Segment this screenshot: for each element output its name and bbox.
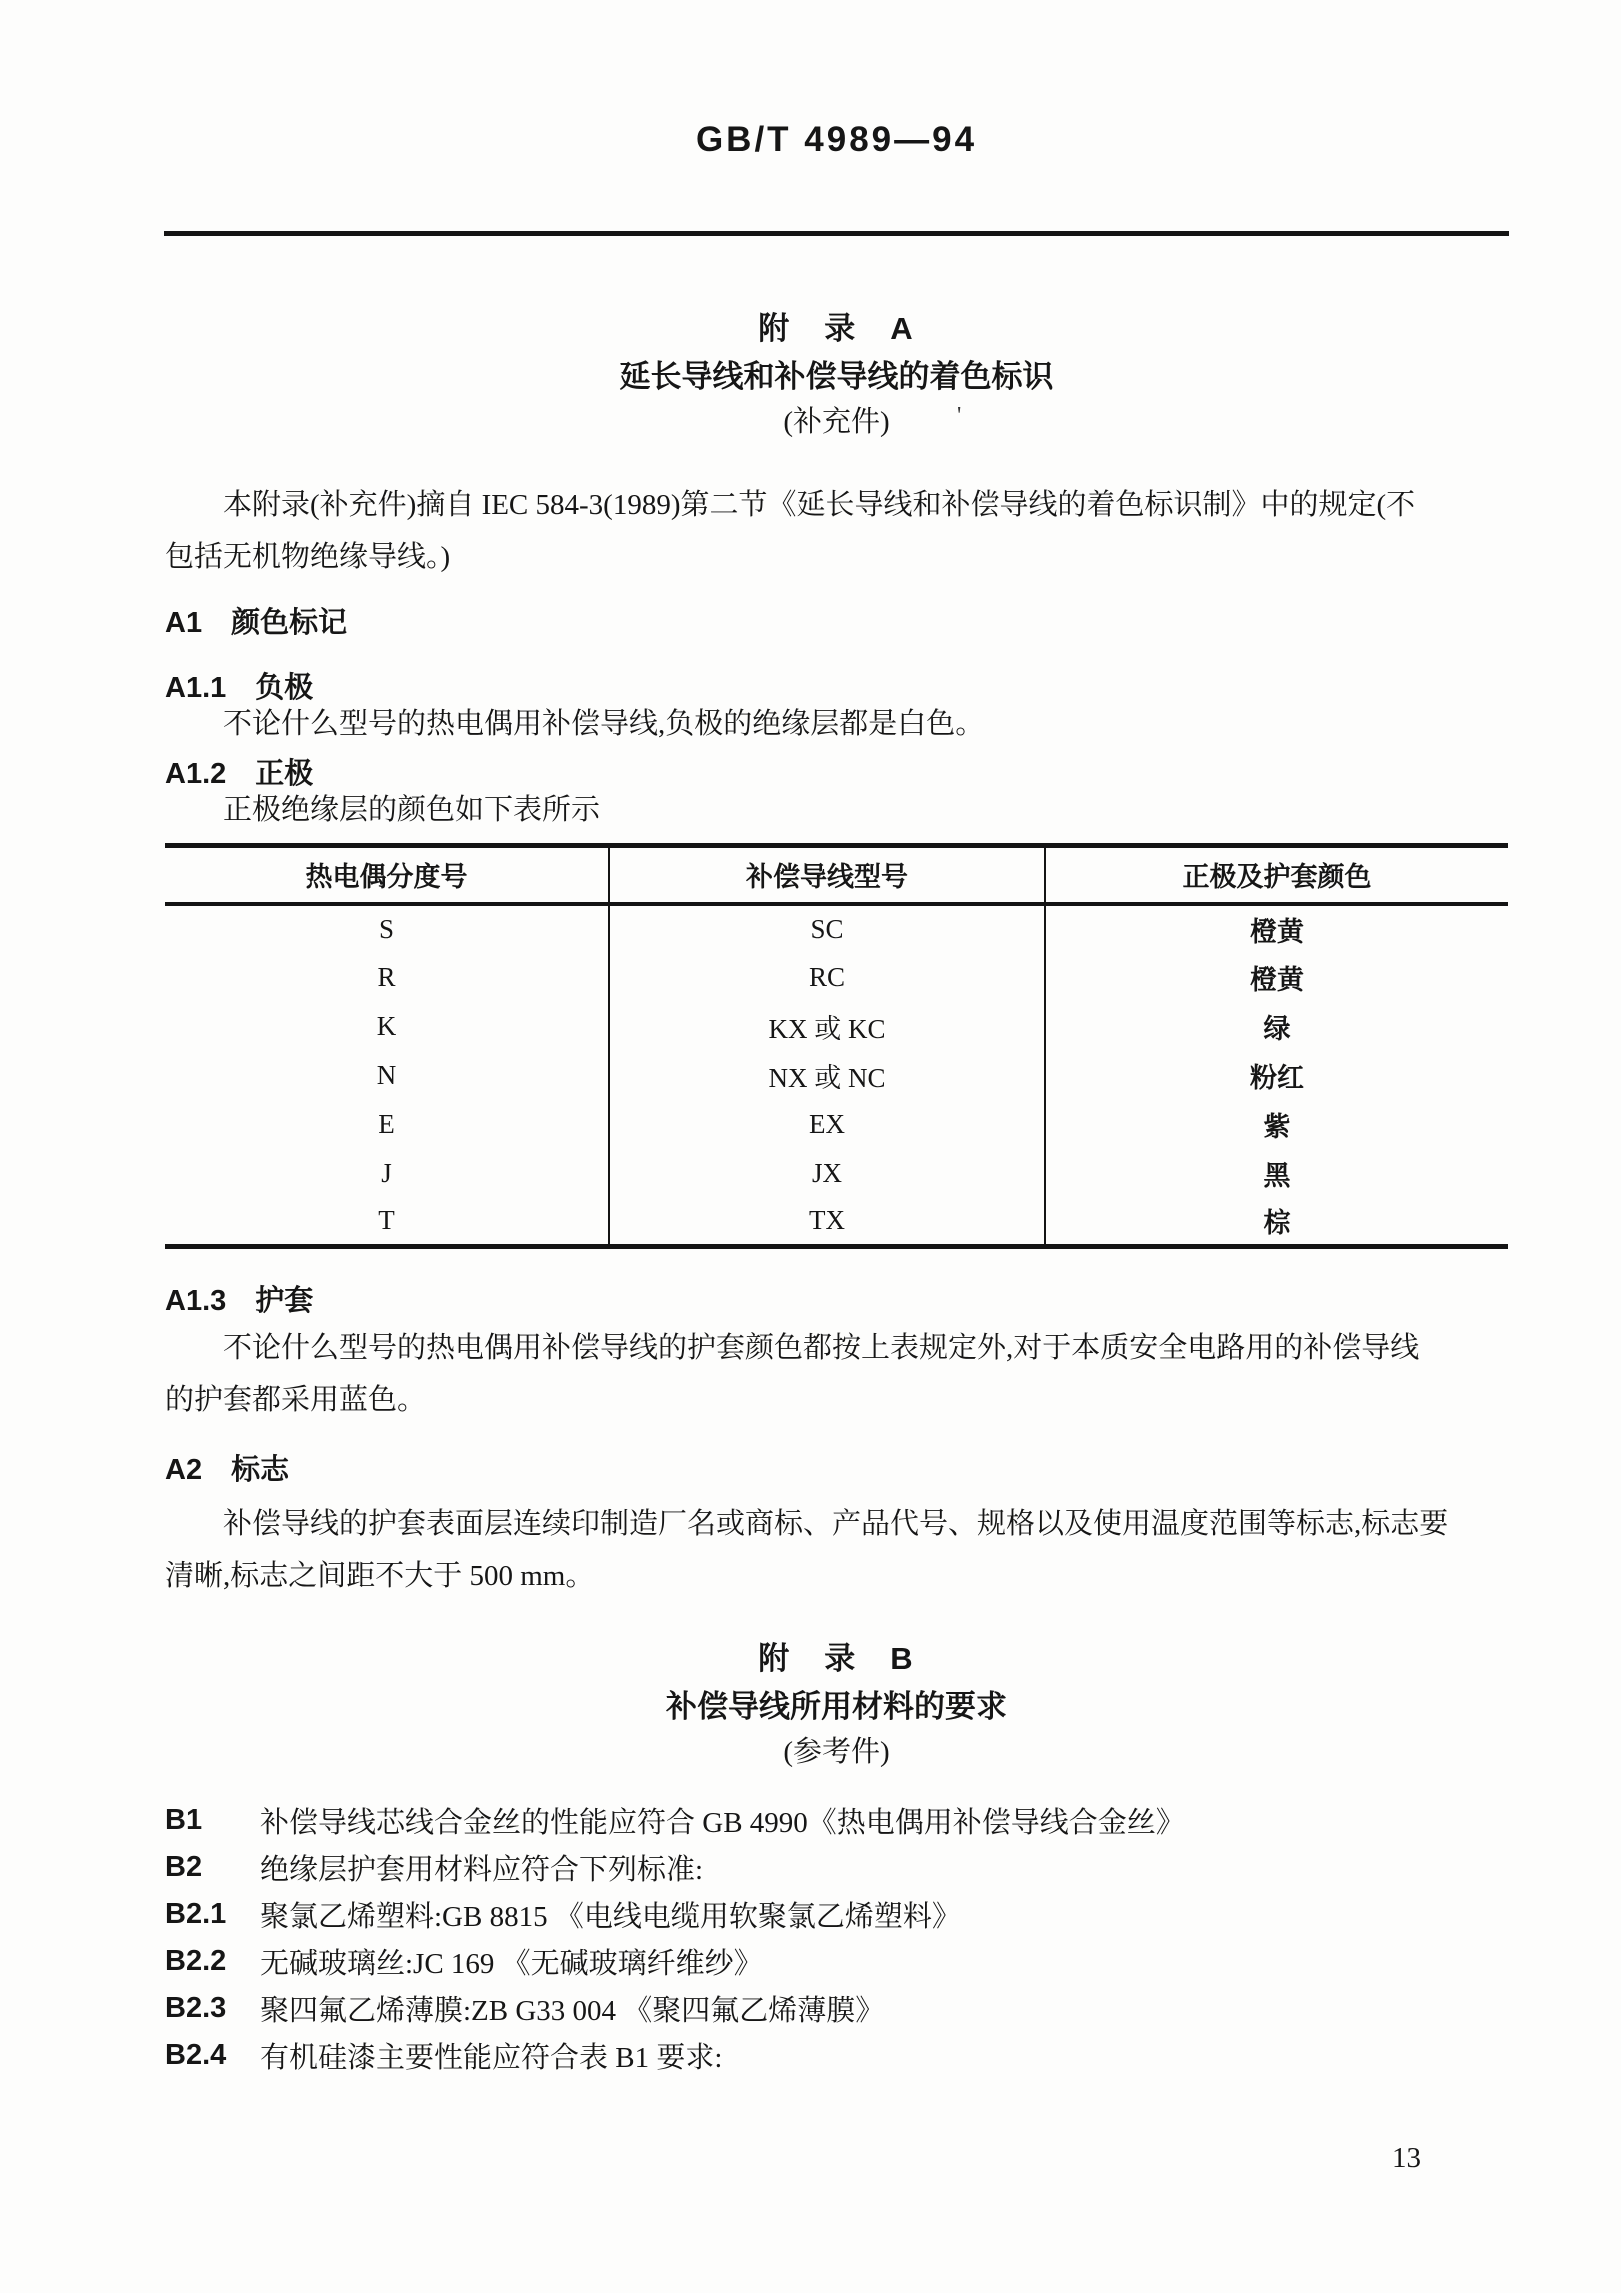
table-cell: S xyxy=(378,913,395,944)
item-text: 无碱玻璃丝:JC 169 《无碱玻璃纤维纱》 xyxy=(260,1948,763,1980)
paragraph-a1-3-line-2: 的护套都采用蓝色。 xyxy=(165,1384,427,1416)
table-cell: N xyxy=(376,1059,397,1090)
paragraph-a1-2: 正极绝缘层的颜色如下表所示 xyxy=(223,794,601,826)
table-cell: 棕 xyxy=(1045,1198,1508,1247)
list-item-b1 xyxy=(165,1797,1508,1844)
table-cell: NX 或 NC xyxy=(609,1051,1045,1100)
table-row xyxy=(165,904,1508,953)
table-row xyxy=(165,1051,1508,1100)
table-cell: TX xyxy=(609,1198,1045,1247)
thermocouple-color-table xyxy=(165,843,1508,1249)
table-header-row xyxy=(165,846,1508,904)
table-row xyxy=(165,1100,1508,1149)
table-cell: J xyxy=(381,1157,392,1188)
section-heading-a1-3: A1.3 护套 xyxy=(165,1285,314,1317)
appendix-b-title: 补偿导线所用材料的要求 xyxy=(666,1689,1007,1724)
table-cell: KX 或 KC xyxy=(609,1002,1045,1051)
table-row xyxy=(165,953,1508,1002)
doc-code: GB/T 4989—94 xyxy=(695,120,978,159)
list-item-b2-4 xyxy=(165,2032,1508,2079)
paragraph-a2-line-2: 清晰,标志之间距不大于 500 mm。 xyxy=(165,1560,595,1592)
list-item-b2-1 xyxy=(165,1891,1508,1938)
table-cell: R xyxy=(377,961,396,992)
appendix-a-heading: 附 录 A xyxy=(758,311,915,346)
item-number: B2.3 xyxy=(165,1992,227,2024)
table-cell: EX xyxy=(609,1100,1045,1149)
table-cell: 橙黄 xyxy=(1045,953,1508,1002)
appendix-a-title: 延长导线和补偿导线的着色标识 xyxy=(619,359,1054,394)
appendix-b-heading: 附 录 B xyxy=(758,1641,915,1676)
list-item-b2-3 xyxy=(165,1985,1508,2032)
table-cell: 黑 xyxy=(1045,1149,1508,1198)
paragraph-a1-3 xyxy=(165,1322,1508,1426)
paragraph-a2 xyxy=(165,1498,1508,1602)
table-row xyxy=(165,1198,1508,1247)
appendix-a-subtitle: (补充件) xyxy=(783,406,890,438)
table-cell: T xyxy=(378,1205,395,1236)
item-text: 聚四氟乙烯薄膜:ZB G33 004 《聚四氟乙烯薄膜》 xyxy=(260,1995,885,2027)
table-cell: 粉红 xyxy=(1045,1051,1508,1100)
item-number: B1 xyxy=(165,1804,203,1836)
table-header-graduation: 热电偶分度号 xyxy=(165,846,609,904)
paragraph-a1-3-line-1: 不论什么型号的热电偶用补偿导线的护套颜色都按上表规定外,对于本质安全电路用的补偿导线 xyxy=(223,1332,1420,1364)
table-cell: SC xyxy=(609,904,1045,953)
item-text: 绝缘层护套用材料应符合下列标准: xyxy=(260,1854,704,1886)
list-item-b2-2 xyxy=(165,1938,1508,1985)
table-cell: 橙黄 xyxy=(1045,904,1508,953)
appendix-b-items xyxy=(165,1797,1508,2079)
item-number: B2.2 xyxy=(165,1945,227,1977)
list-item-b2 xyxy=(165,1844,1508,1891)
table-row xyxy=(165,1002,1508,1051)
item-number: B2.1 xyxy=(165,1898,227,1930)
section-heading-a1-2: A1.2 正极 xyxy=(165,758,314,790)
section-heading-a2: A2 标志 xyxy=(165,1454,290,1486)
table-row xyxy=(165,1149,1508,1198)
section-heading-a1: A1 颜色标记 xyxy=(165,607,348,639)
table-cell: JX xyxy=(609,1149,1045,1198)
table-cell: E xyxy=(378,1108,395,1139)
intro-paragraph xyxy=(165,479,1508,583)
item-number: B2.4 xyxy=(165,2039,227,2071)
table-cell: RC xyxy=(609,953,1045,1002)
item-text: 聚氯乙烯塑料:GB 8815 《电线电缆用软聚氯乙烯塑料》 xyxy=(260,1901,961,1933)
section-heading-a1-1: A1.1 负极 xyxy=(165,672,314,704)
paragraph-a1-1: 不论什么型号的热电偶用补偿导线,负极的绝缘层都是白色。 xyxy=(223,708,985,740)
intro-line-1: 本附录(补充件)摘自 IEC 584-3(1989)第二节《延长导线和补偿导线的着色标识制》中的规定(不 xyxy=(223,489,1416,521)
page-number: 13 xyxy=(1392,2142,1421,2174)
table-cell: K xyxy=(376,1010,397,1041)
table-header-color: 正极及护套颜色 xyxy=(1045,846,1508,904)
table-cell: 绿 xyxy=(1045,1002,1508,1051)
table-header-wire-type: 补偿导线型号 xyxy=(609,846,1045,904)
item-number: B2 xyxy=(165,1851,203,1883)
item-text: 有机硅漆主要性能应符合表 B1 要求: xyxy=(260,2042,723,2074)
appendix-b-subtitle: (参考件) xyxy=(783,1736,890,1768)
paragraph-a2-line-1: 补偿导线的护套表面层连续印制造厂名或商标、产品代号、规格以及使用温度范围等标志,标志要 xyxy=(223,1508,1449,1540)
table-cell: 紫 xyxy=(1045,1100,1508,1149)
scan-artifact-mark: ' xyxy=(957,403,962,429)
intro-line-2: 包括无机物绝缘导线。) xyxy=(165,541,451,573)
item-text: 补偿导线芯线合金丝的性能应符合 GB 4990《热电偶用补偿导线合金丝》 xyxy=(260,1807,1185,1839)
header-rule xyxy=(164,231,1509,236)
